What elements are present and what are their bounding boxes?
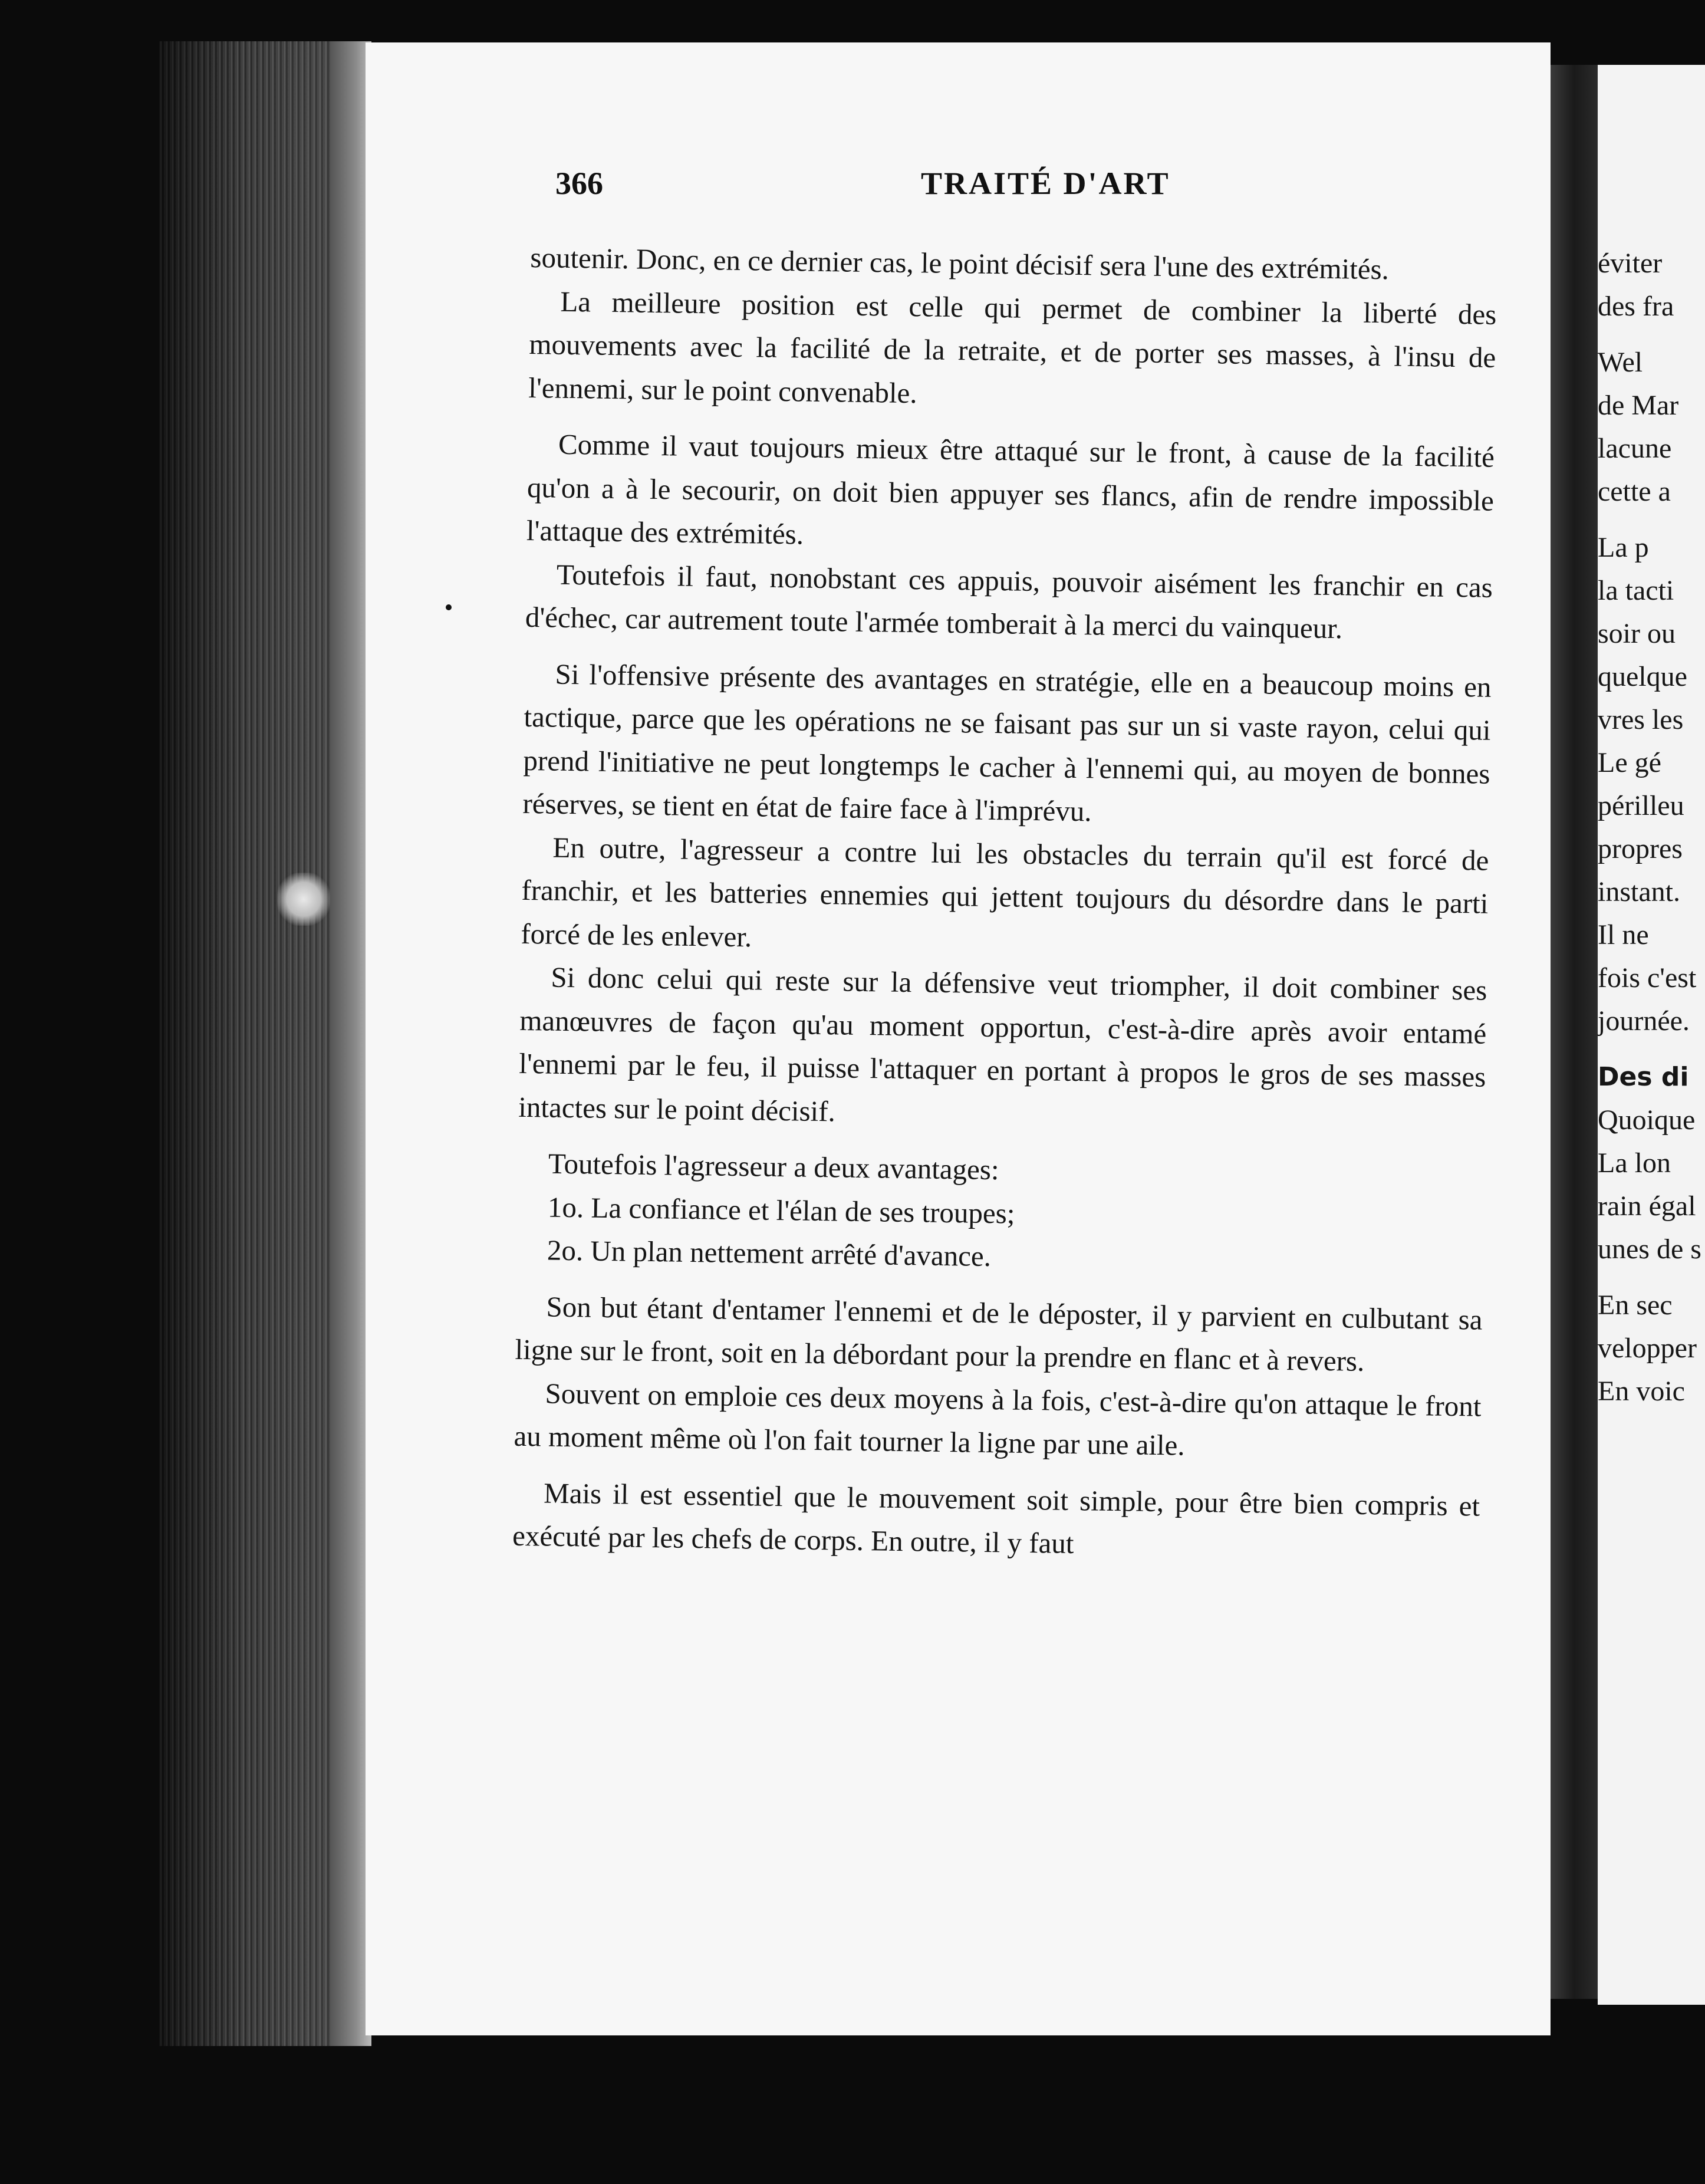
page-body-text [512,236,1497,1571]
right-page-text [1598,242,1705,1413]
right-page-line: rain égal [1598,1190,1696,1222]
right-page-line: En sec [1598,1290,1673,1321]
paragraph: Comme il vaut toujours mieux être attaqué sur le front, à cause de la facilité qu'on a à le secourir, on doit bien appuyer ses flancs, afin de rendre impossible l'attaque des extrémités. [526,427,1495,551]
right-page-line: éviter [1598,248,1663,279]
right-page-line: Wel [1598,347,1643,378]
right-page-line: fois c'est [1598,962,1697,994]
page-smudge [277,873,330,926]
paragraph: Toutefois l'agresseur a deux avantages: [548,1147,999,1186]
paragraph: 1o. La confiance et l'élan de ses troupes; [547,1190,1015,1230]
right-page-line: En voic [1598,1376,1685,1407]
book-page-right [1598,65,1705,2005]
page-header [555,165,1475,212]
right-page-line: velopper [1598,1333,1697,1364]
paragraph: Son but étant d'entamer l'ennemi et de le déposter, il y parvient en culbutant sa ligne sur le front, soit en la débordant pour la prendre en flanc et à revers. [515,1290,1483,1377]
paragraph: Mais il est essentiel que le mouvement soit simple, pour être bien compris et exécuté par les chefs de corps. En outre, il y faut [512,1476,1480,1560]
right-page-line: Des di [1598,1062,1689,1092]
paragraph: La meilleure position est celle qui permet de combiner la liberté des mouvements avec la facilité de la retraite, et de porter ses masses, à l'insu de l'ennemi, sur le point convenable. [528,285,1497,409]
page-number: 366 [555,166,603,201]
right-page-line: Quoique [1598,1104,1696,1136]
paragraph: En outre, l'agresseur a contre lui les obstacles du terrain qu'il est forcé de franchir, et les batteries ennemies qui jettent toujours du désordre dans le parti forcé de les enlever. [521,831,1489,953]
right-page-line: unes de s [1598,1234,1701,1265]
running-title: TRAITÉ D'ART [921,166,1170,201]
right-page-line: lacune [1598,433,1672,464]
paragraph: Si donc celui qui reste sur la défensive veut triompher, il doit combiner ses manœuvres de façon qu'au moment opportun, c'est-à-dire après avoir entamé l'ennemi par le feu, il puisse l'attaquer en portant à propos le gros de ses masses intactes sur le point décisif. [518,961,1487,1127]
ink-dot [446,604,452,610]
paragraph: Souvent on emploie ces deux moyens à la fois, c'est-à-dire qu'on attaque le front au moment même où l'on fait tourner la ligne par une aile. [514,1377,1482,1462]
right-page-line: cette a [1598,476,1671,507]
right-page-line: journée. [1598,1005,1690,1037]
right-page-line: Il ne [1598,919,1649,950]
paragraph: soutenir. Donc, en ce dernier cas, le point décisif sera l'une des extrémités. [530,241,1390,286]
right-page-line: La p [1598,532,1649,563]
paragraph: 2o. Un plan nettement arrêté d'avance. [547,1234,992,1273]
right-page-line: des fra [1598,291,1674,322]
right-page-line: soir ou [1598,618,1676,649]
right-page-line: Le gé [1598,747,1661,778]
right-page-line: propres [1598,833,1683,864]
right-page-line: de Mar [1598,390,1679,421]
right-page-line: instant. [1598,876,1680,907]
right-page-line: vres les [1598,704,1684,735]
right-page-line: quelque [1598,661,1687,692]
paragraph: Si l'offensive présente des avantages en stratégie, elle en a beaucoup moins en tactique, parce que les opérations ne se faisant pas sur un si vaste rayon, celui qui prend l'initiative ne peut longtemps le cacher à l'ennemi qui, au moyen de bonnes réserves, se tient en état de faire face à l'imprévu. [522,657,1492,828]
paragraph: Toutefois il faut, nonobstant ces appuis, pouvoir aisément les franchir en cas d'échec, car autrement toute l'armée tomberait à la merci du vainqueur. [525,558,1493,645]
right-page-line: La lon [1598,1147,1671,1179]
page-gutter [1551,65,1598,1999]
right-page-line: périlleu [1598,790,1684,821]
right-page-line: la tacti [1598,575,1674,606]
